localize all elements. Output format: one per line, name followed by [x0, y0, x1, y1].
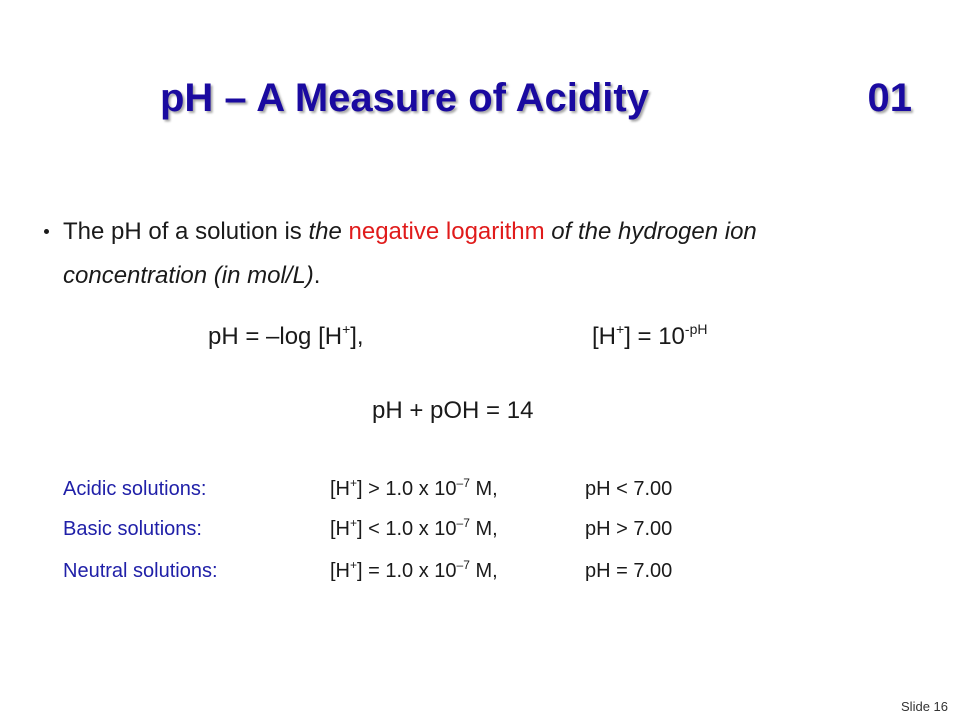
- slide-title: [160, 76, 920, 121]
- solution-condition: [H+] = 1.0 x $10^{-7}$ M,: [330, 558, 498, 582]
- eq2-part-b: ] = 10: [624, 323, 685, 350]
- eq2-exponent: -pH: [684, 321, 708, 337]
- title-text: pH – A Measure of Acidity: [160, 76, 649, 120]
- solution-label: Acidic solutions:: [63, 478, 207, 500]
- solution-ph: pH = 7.00: [585, 560, 673, 582]
- eq2-part-a: [H: [592, 323, 616, 350]
- bullet-point: [44, 210, 844, 298]
- bullet-end: .: [313, 262, 321, 289]
- equation-ph-log: [208, 323, 364, 351]
- solution-condition: [H+] < 1.0 x $10^{-7}$ M,: [330, 516, 498, 540]
- bullet-part1: The pH of a solution is: [63, 218, 309, 245]
- solution-label: Neutral solutions:: [63, 560, 218, 582]
- bullet-italic1: the: [308, 218, 349, 245]
- solution-condition: [H+] > 1.0 x $10^{-7}$ M,: [330, 476, 498, 500]
- eq1-part-a: pH = –log [H: [208, 323, 343, 350]
- bullet-highlight: negative logarithm: [348, 218, 545, 245]
- eq1-part-b: ],: [350, 323, 364, 350]
- solution-label: Basic solutions:: [63, 518, 202, 540]
- eq2-sup: +: [616, 321, 625, 337]
- bullet-text: [63, 210, 844, 298]
- title-number: 01: [867, 76, 912, 120]
- solution-ph: pH > 7.00: [585, 518, 673, 540]
- equation-ph-poh: pH + pOH = 14: [372, 397, 534, 424]
- bullet-italic2: of the hydrogen ion concentration (in mol/L): [63, 218, 757, 289]
- equation-h-conc: [592, 323, 707, 351]
- eq1-sup: +: [342, 321, 351, 337]
- solution-ph: pH < 7.00: [585, 478, 673, 500]
- bullet-dot-icon: [44, 229, 49, 234]
- slide-number: Slide 16: [901, 699, 948, 714]
